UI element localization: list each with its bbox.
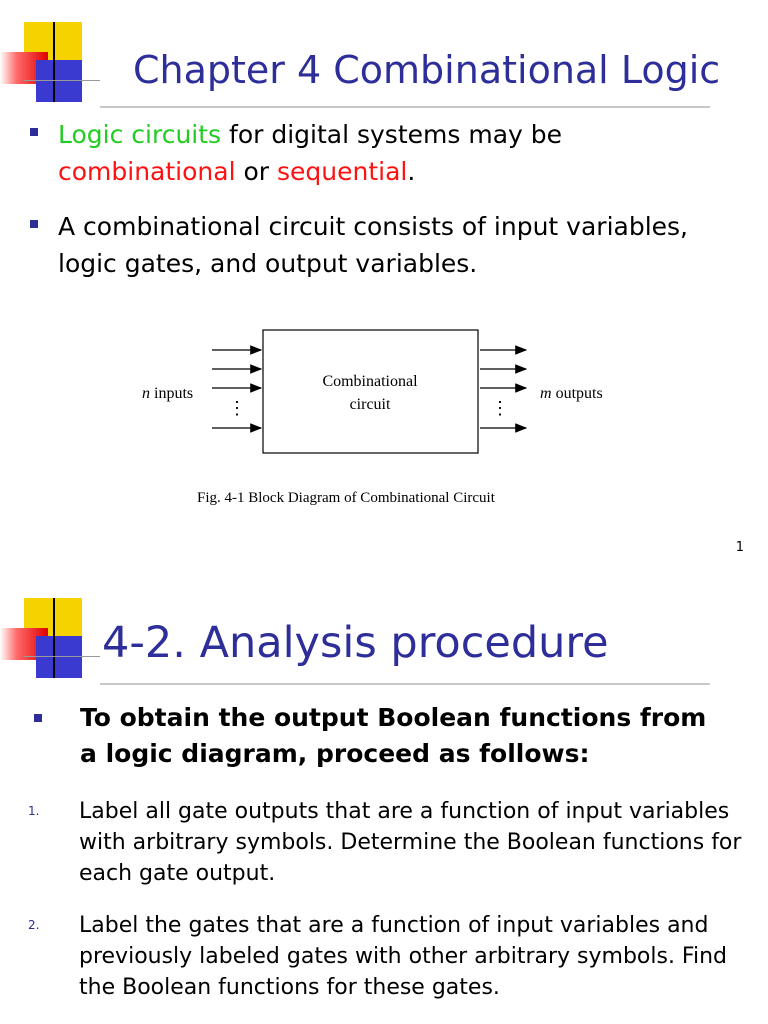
item-text: Label the gates that are a function of input variables and previously labeled gates with other arbitrary symbols. Find the Boolean functions for these gates. [79,913,728,1000]
block-diagram [130,322,630,512]
item-number: 2. [28,918,40,932]
square-bullet-icon [30,220,38,228]
outputs-label: m outputs [540,385,603,402]
figure-caption: Fig. 4-1 Block Diagram of Combinational Circuit [197,490,495,506]
bullet-intro [34,700,720,772]
numbered-item-2 [28,910,759,1003]
bullet-intro-text: To obtain the output Boolean functions from a logic diagram, proceed as follows: [80,703,707,768]
box-label-line2: circuit [349,396,391,413]
title-divider [100,683,710,685]
input-ellipsis: ⋮ [228,398,246,418]
inputs-label: n inputs [142,385,194,402]
bullet-1-text: Logic circuits for digital systems may be combinational or sequential. [58,120,563,186]
combinational-term: combinational [58,157,236,186]
logic-circuits-term: Logic circuits [58,120,222,149]
bullet-2 [30,208,748,282]
square-bullet-icon [30,128,38,136]
item-text: Label all gate outputs that are a function of input variables with arbitrary symbols. Determine the Boolean functions for each gate output. [79,799,742,886]
corner-logo-icon [0,22,100,102]
bullet-1 [30,116,718,190]
output-ellipsis: ⋮ [491,398,509,418]
title-divider [100,106,710,108]
square-bullet-icon [34,714,42,722]
slide-title: Chapter 4 Combinational Logic [133,48,721,92]
combinational-circuit-box [263,330,478,453]
box-label-line1: Combinational [322,373,418,390]
sequential-term: sequential [277,157,408,186]
corner-logo-icon [0,598,100,678]
numbered-item-1 [28,796,759,889]
page-number: 1 [735,540,744,555]
bullet-2-text: A combinational circuit consists of input variables, logic gates, and output variables. [58,212,689,278]
slide-title: 4-2. Analysis procedure [102,618,609,668]
item-number: 1. [28,804,40,818]
slide-2 [0,562,768,1024]
